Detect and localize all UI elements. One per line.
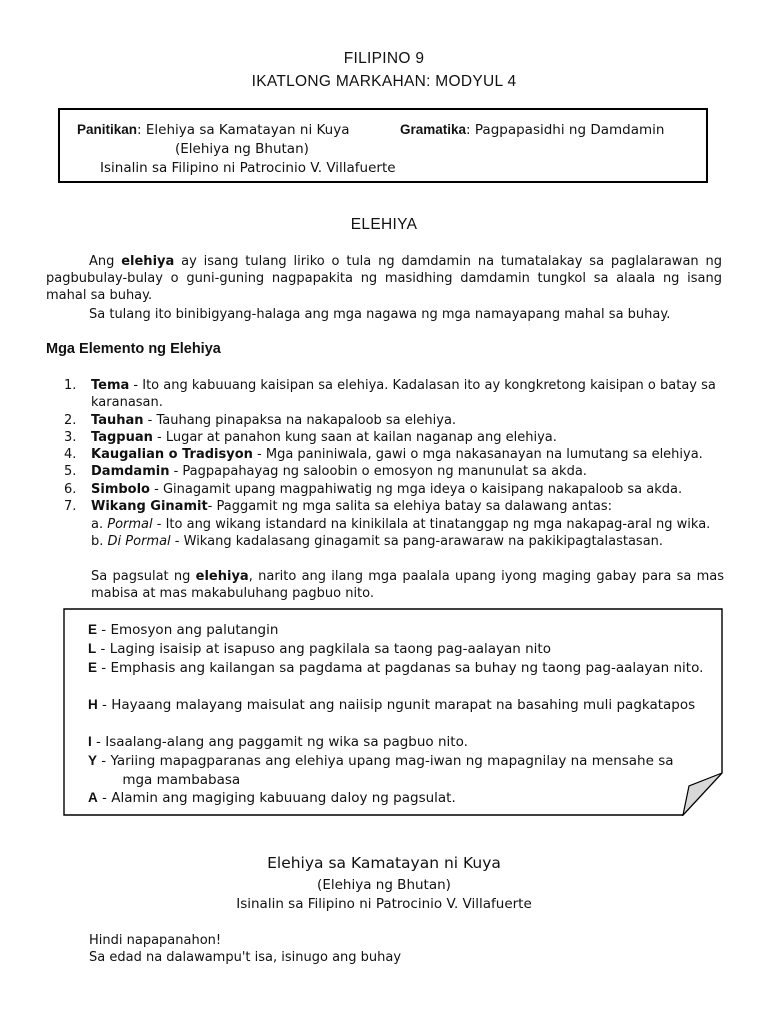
panitikan-value: Elehiya sa Kamatayan ni Kuya xyxy=(145,122,350,138)
section-title: ELEHIYA xyxy=(350,216,418,233)
element-description: - Pagpapahayag ng saloobin o emosyon ng manunulat sa akda. xyxy=(169,464,587,479)
element-term: Tauhan xyxy=(91,413,144,428)
element-description: - Paggamit ng mga salita sa elehiya batay sa dalawang antas: xyxy=(207,499,613,514)
document-title: FILIPINO 9 xyxy=(343,50,425,67)
acrostic-item: L - Laging isaisip at isapuso ang pagkilala sa taong pag-aalayan nito xyxy=(88,641,551,657)
acrostic-item: I - Isaalang-alang ang paggamit ng wika sa pagbuo nito. xyxy=(88,734,468,750)
list-number: 5. xyxy=(64,464,77,479)
list-number: 3. xyxy=(64,430,77,445)
reminder-paragraph: Sa pagsulat ng elehiya, narito ang ilang mga paalala upang iyong maging gabay para sa mas mabisa at mas makabuluhang pagbuo nito. xyxy=(91,569,725,601)
list-number: 4. xyxy=(64,447,77,462)
list-item xyxy=(64,429,724,446)
antas-term: Di Pormal xyxy=(107,534,171,549)
antas-item: a. Pormal - Ito ang wikang istandard na kinikilala at tinatanggap ng mga nakapag-aral ng wika. xyxy=(91,517,711,532)
acrostic-letter: Y xyxy=(88,753,98,768)
list-item xyxy=(64,446,724,463)
antas-term: Pormal xyxy=(107,517,153,532)
term-elehiya-2: elehiya xyxy=(195,569,249,584)
poem-subtitle: (Elehiya ng Bhutan) xyxy=(317,877,451,893)
poem-line-1: Hindi napapanahon! xyxy=(89,933,222,948)
element-term: Tagpuan xyxy=(91,430,153,445)
element-description: - Ginagamit upang magpahiwatig ng mga ideya o kaisipang nakapaloob sa akda. xyxy=(150,482,683,497)
acrostic-letter: E xyxy=(88,622,98,637)
element-term: Wikang Ginamit xyxy=(91,499,208,514)
list-item xyxy=(64,481,724,498)
list-item xyxy=(64,463,724,480)
lesson-info-box xyxy=(58,108,708,183)
intro-paragraph-2: Sa tulang ito binibigyang-halaga ang mga nagawa ng mga namayapang mahal sa buhay. xyxy=(89,307,671,322)
gramatika-line: Gramatika: Pagpapasidhi ng Damdamin xyxy=(400,122,665,138)
panitikan-line: Panitikan: Elehiya sa Kamatayan ni Kuya xyxy=(77,122,350,138)
element-term: Kaugalian o Tradisyon xyxy=(91,447,253,462)
acrostic-item: E - Emosyon ang palutangin xyxy=(88,622,279,638)
element-description: - Tauhang pinapaksa na nakapaloob sa elehiya. xyxy=(143,413,457,428)
list-item xyxy=(64,412,724,429)
element-description: - Ito ang kabuuang kaisipan sa elehiya. Kadalasan ito ay kongkretong kaisipan o batay sa karanasan. xyxy=(91,378,716,410)
list-number: 1. xyxy=(64,378,77,393)
element-term: Tema xyxy=(91,378,130,393)
poem-title: Elehiya sa Kamatayan ni Kuya xyxy=(267,854,501,872)
elements-heading: Mga Elemento ng Elehiya xyxy=(46,341,221,357)
acrostic-letter: A xyxy=(88,790,98,805)
element-description: - Mga paniniwala, gawi o mga nakasanayan na lumutang sa elehiya. xyxy=(252,447,703,462)
poem-line-2: Sa edad na dalawampu't isa, isinugo ang buhay xyxy=(89,950,402,965)
intro-paragraph: Ang elehiya ay isang tulang liriko o tula ng damdamin na tumatalakay sa paglalarawan ng pagbubulay-bulay o guni-guning nagpapakita ng masidhing damdamin tungkol sa alaala ng isang mahal sa buhay. xyxy=(46,254,722,303)
acrostic-letter: L xyxy=(88,641,97,656)
acrostic-letter: I xyxy=(88,734,92,749)
acrostic-letter: E xyxy=(88,660,98,675)
acrostic-letter: H xyxy=(88,697,98,712)
element-term: Simbolo xyxy=(91,482,150,497)
poem-translator: Isinalin sa Filipino ni Patrocinio V. Villafuerte xyxy=(236,896,532,912)
element-term: Damdamin xyxy=(91,464,170,479)
panitikan-label: Panitikan xyxy=(77,122,138,137)
element-description: - Lugar at panahon kung saan at kailan naganap ang elehiya. xyxy=(152,430,557,445)
acrostic-item: H - Hayaang malayang maisulat ang naiisip ngunit marapat na basahing muli pagkatapos xyxy=(88,697,696,713)
acrostic-item: Y - Yariing mapagparanas ang elehiya upang mag-iwan ng mapagnilay na mensahe sa mga mambabasa xyxy=(88,753,674,788)
list-item xyxy=(64,377,724,411)
list-item xyxy=(64,498,724,515)
acrostic-item: E - Emphasis ang kailangan sa pagdama at pagdanas sa buhay ng taong pag-aalayan nito. xyxy=(88,660,704,676)
list-number: 2. xyxy=(64,413,77,428)
term-elehiya: elehiya xyxy=(121,254,175,269)
acrostic-item: A - Alamin ang magiging kabuuang daloy ng pagsulat. xyxy=(88,790,456,806)
list-number: 7. xyxy=(64,499,77,514)
panitikan-translator: Isinalin sa Filipino ni Patrocinio V. Villafuerte xyxy=(100,160,396,176)
document-subtitle: IKATLONG MARKAHAN: MODYUL 4 xyxy=(251,73,517,90)
gramatika-value: Pagpapasidhi ng Damdamin xyxy=(474,122,665,138)
list-number: 6. xyxy=(64,482,77,497)
antas-item: b. Di Pormal - Wikang kadalasang ginagamit sa pang-arawaraw na pakikipagtalastasan. xyxy=(91,534,664,549)
panitikan-subtitle: (Elehiya ng Bhutan) xyxy=(175,141,309,157)
gramatika-label: Gramatika xyxy=(400,122,467,137)
